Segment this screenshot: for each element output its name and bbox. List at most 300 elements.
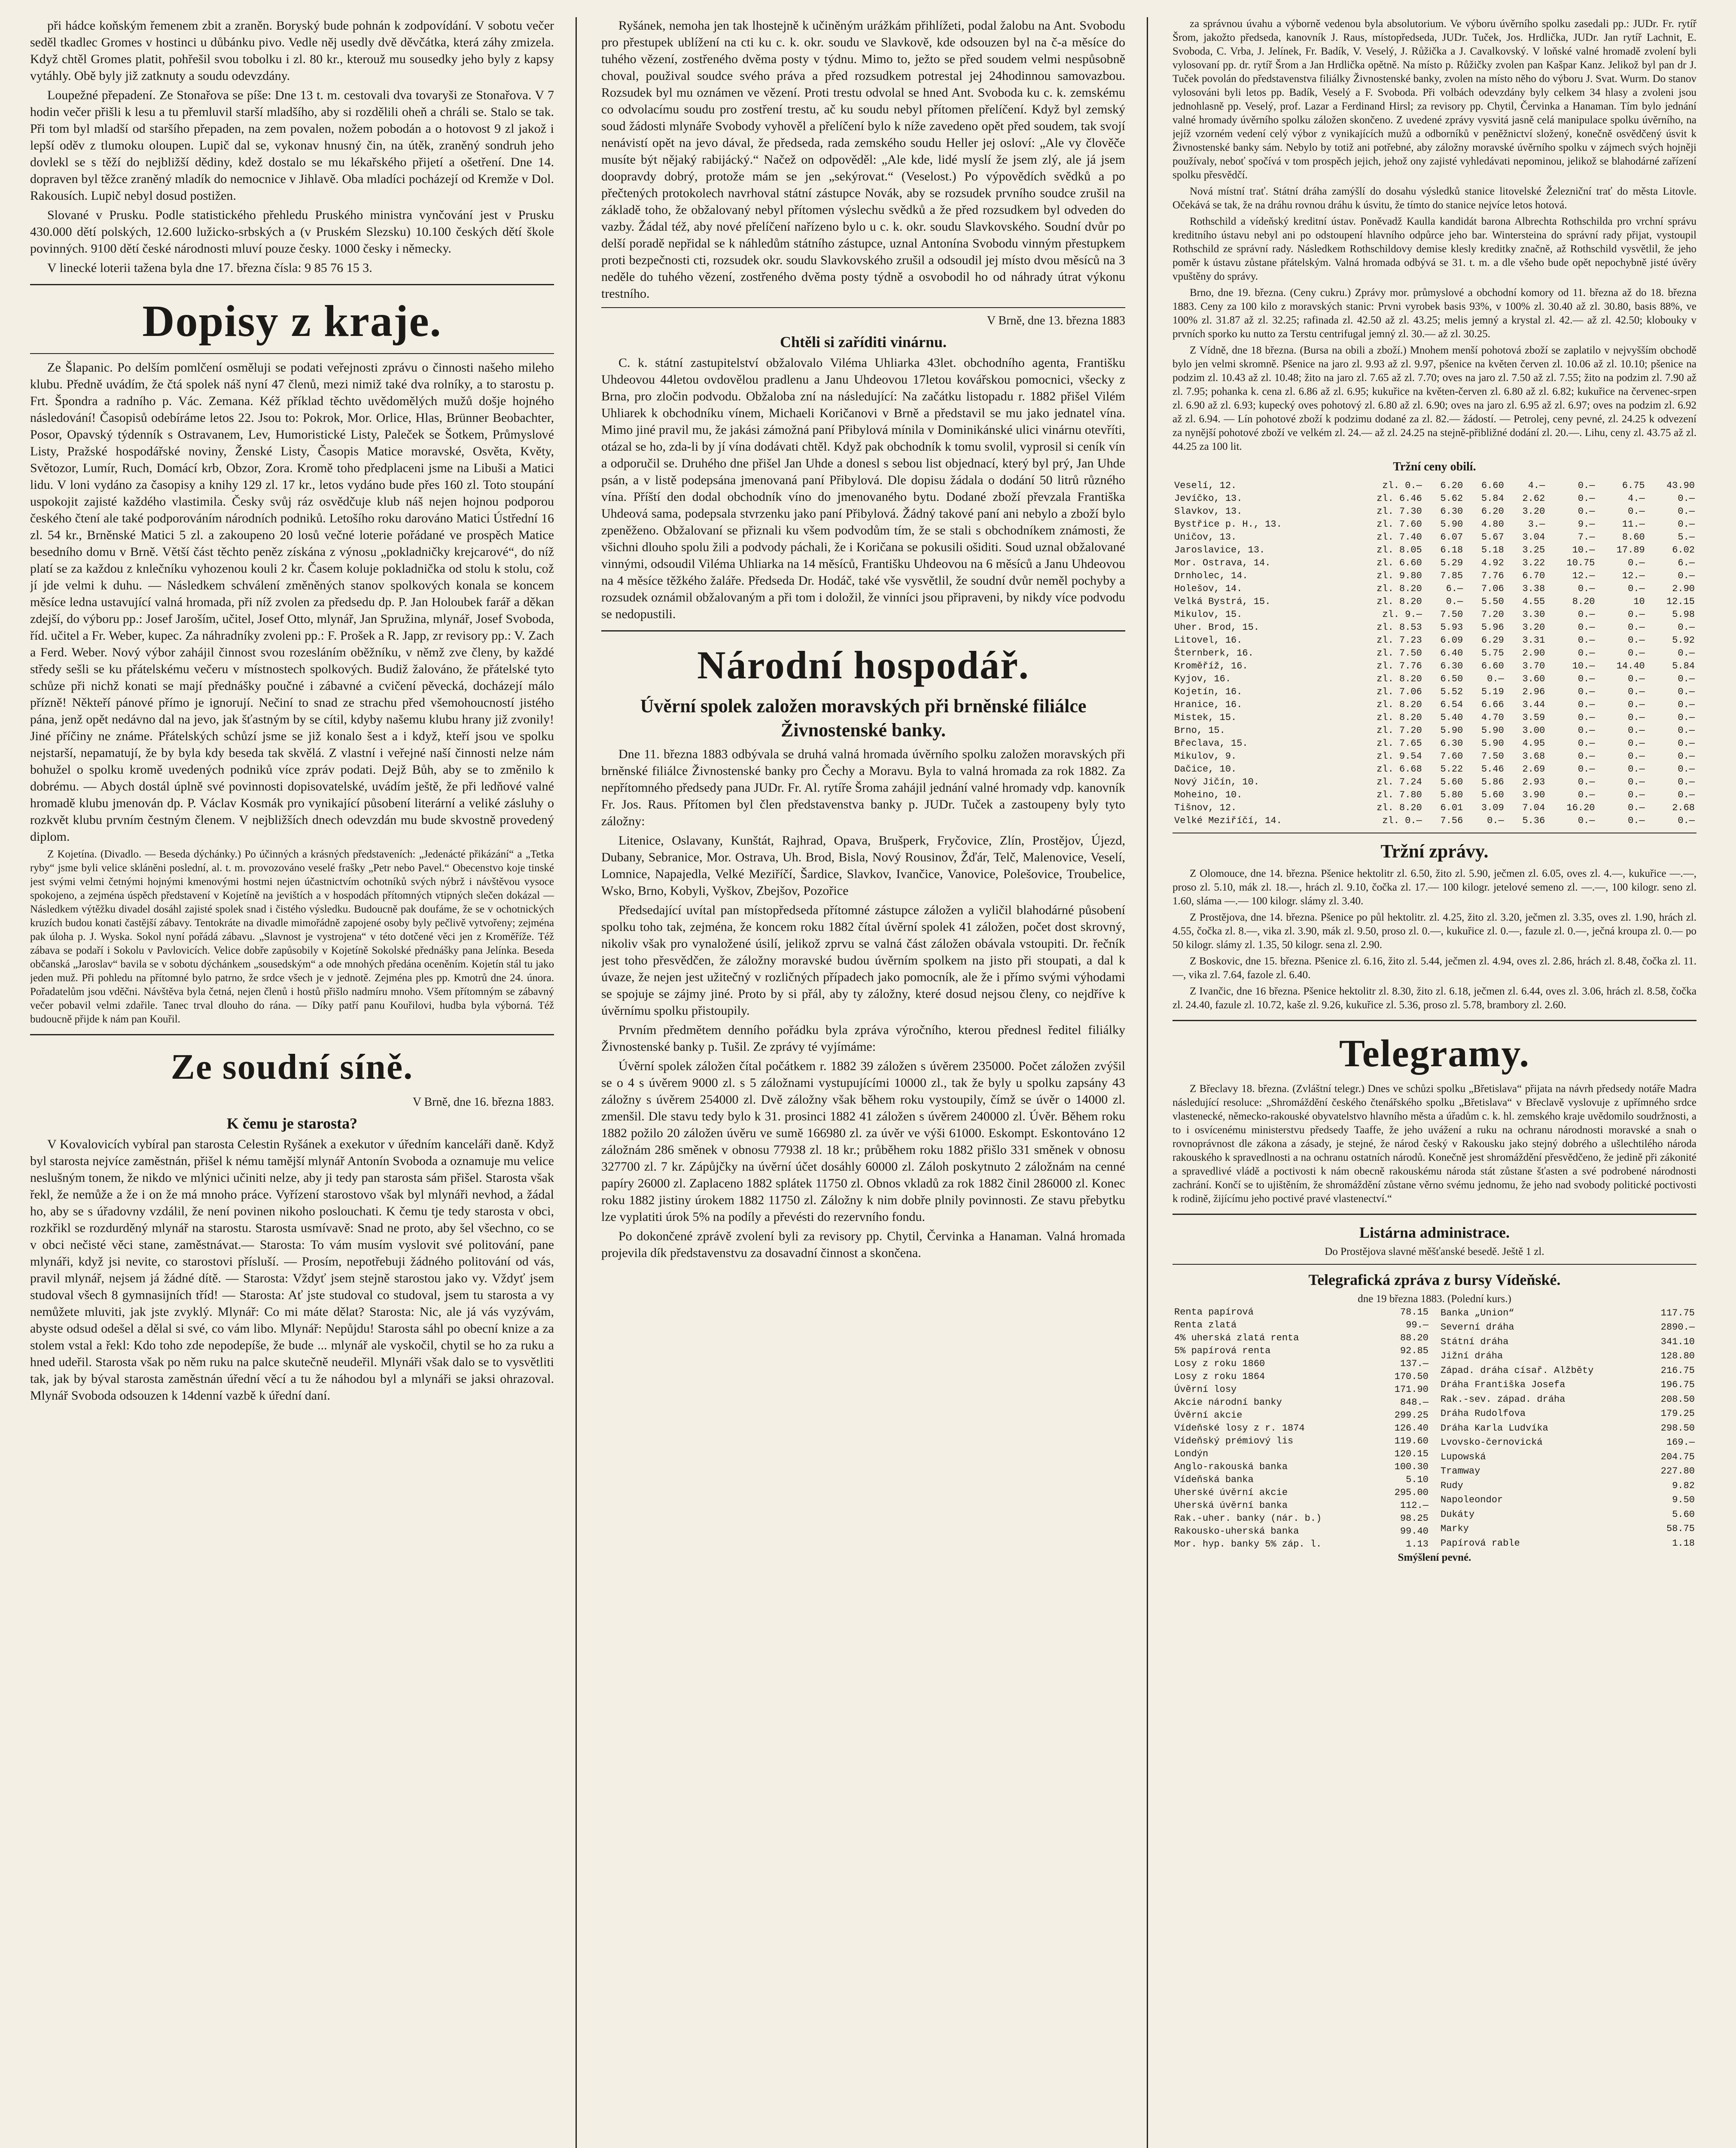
table-cell: 5.10 xyxy=(1406,1474,1428,1485)
table-cell: 171.90 xyxy=(1394,1384,1428,1395)
table-cell: Dráha Rudolfova xyxy=(1441,1408,1526,1419)
market-row xyxy=(1173,583,1696,595)
table-cell: Napoleondor xyxy=(1441,1495,1503,1506)
table-cell: Dráha Františka Josefa xyxy=(1441,1379,1565,1391)
bursa-row xyxy=(1173,1409,1430,1422)
bursa-row xyxy=(1173,1422,1430,1435)
market-row xyxy=(1173,492,1696,505)
table-cell: Velká Bystrá, 15. xyxy=(1174,596,1271,607)
table-cell: zl. 7.60 xyxy=(1377,519,1422,530)
table-cell: 2.69 xyxy=(1522,764,1545,775)
table-cell: 6.60 xyxy=(1481,480,1504,491)
table-cell: 6.— xyxy=(1678,558,1695,568)
table-cell: 3.20 xyxy=(1522,506,1545,517)
bursa-row xyxy=(1173,1538,1430,1551)
table-cell: Uherské úvěrní akcie xyxy=(1174,1487,1288,1498)
table-cell: 2.93 xyxy=(1522,777,1545,787)
table-cell: 3.09 xyxy=(1481,802,1504,813)
bursa-row xyxy=(1439,1536,1696,1551)
dateline: V Brně, dne 13. března 1883 xyxy=(987,314,1125,327)
market-row xyxy=(1173,634,1696,647)
table-cell: zl. 0.— xyxy=(1382,815,1422,826)
table-cell: 0.— xyxy=(1487,674,1504,684)
table-cell: 5.98 xyxy=(1672,609,1695,620)
market-row xyxy=(1173,595,1696,608)
table-cell: 17.89 xyxy=(1616,545,1645,555)
table-cell: Renta zlatá xyxy=(1174,1320,1237,1330)
table-cell: 3.70 xyxy=(1522,661,1545,671)
table-cell: 0.— xyxy=(1678,519,1695,530)
table-cell: 3.68 xyxy=(1522,751,1545,762)
table-cell: 0.— xyxy=(1578,815,1595,826)
table-cell: 4.— xyxy=(1628,493,1645,504)
table-cell: 3.04 xyxy=(1522,532,1545,543)
news-paragraph: Litenice, Oslavany, Kunštát, Rajhrad, Opava, Brušperk, Fryčovice, Zlín, Prostějov, Újezd, Dubany, Sebranice, Mor. Ostrava, Uh. Brod, Bisla, Nový Rousinov, Žďár, Telč, Malenovice, Veselí, Lomnice, Napajedla, Velké Meziříčí, Šardice, Slavkov, Ivančice, Vanovice, Polešovice, Troubelice, Wsko, Brno, Kobyli, Vyškov, Zbejšov, Pozořice xyxy=(601,833,1125,898)
table-cell: 78.15 xyxy=(1400,1307,1428,1318)
bursa-row xyxy=(1439,1306,1696,1321)
table-cell: 298.50 xyxy=(1660,1422,1695,1434)
table-cell: Lvovsko-černovická xyxy=(1441,1437,1543,1448)
table-cell: 14.40 xyxy=(1616,661,1645,671)
table-cell: Uherská úvěrní banka xyxy=(1174,1500,1288,1511)
table-cell: 58.75 xyxy=(1666,1523,1695,1535)
table-cell: 5.60 xyxy=(1481,790,1504,800)
table-cell: 4.80 xyxy=(1481,519,1504,530)
table-cell: 7.04 xyxy=(1522,802,1545,813)
table-cell: 5.84 xyxy=(1672,661,1695,671)
table-cell: 5.90 xyxy=(1440,725,1463,736)
article-heading: Chtěli si zaříditi vinárnu. xyxy=(780,333,947,351)
table-cell: 0.— xyxy=(1628,699,1645,710)
table-cell: zl. 9.54 xyxy=(1377,751,1422,762)
market-row xyxy=(1173,621,1696,634)
table-cell: 5.93 xyxy=(1440,622,1463,633)
bursa-row xyxy=(1173,1435,1430,1448)
table-cell: Severní dráha xyxy=(1441,1322,1514,1333)
table-cell: 117.75 xyxy=(1660,1307,1695,1318)
table-cell: 0.— xyxy=(1628,790,1645,800)
table-cell: 3.22 xyxy=(1522,558,1545,568)
table-cell: Holešov, 14. xyxy=(1174,583,1243,594)
table-cell: 120.15 xyxy=(1394,1449,1428,1459)
table-cell: 0.— xyxy=(1628,764,1645,775)
table-cell: Mikulov, 9. xyxy=(1174,751,1237,762)
bursa-row xyxy=(1439,1479,1696,1493)
market-row xyxy=(1173,647,1696,660)
market-row xyxy=(1173,699,1696,711)
table-cell: 5.84 xyxy=(1481,493,1504,504)
section-divider xyxy=(30,353,554,354)
table-cell: Vídeňská banka xyxy=(1174,1474,1254,1485)
table-cell: Akcie národní banky xyxy=(1174,1397,1282,1408)
table-cell: 6.20 xyxy=(1440,480,1463,491)
news-paragraph: Z Olomouce, dne 14. března. Pšenice hektolitr zl. 6.50, žito zl. 5.90, ječmen zl. 6.05, oves zl. 4.—, kukuřice —.—, proso zl. 5.10, mák zl. 18.—, hrách zl. 9.10, čočka zl. 17.— 100 kilogr. jetelové semeno zl. —.—, 100 kilogr. seno zl. 1.60, sláma —.— 100 kilogr. slámy zl. 3.40. xyxy=(1173,868,1696,907)
bursa-row xyxy=(1439,1378,1696,1393)
bursa-row xyxy=(1173,1319,1430,1332)
table-cell: Mikulov, 15. xyxy=(1174,609,1243,620)
table-cell: 99.40 xyxy=(1400,1526,1428,1537)
table-cell: Renta papírová xyxy=(1174,1307,1254,1318)
bursa-row xyxy=(1173,1358,1430,1370)
bursa-row xyxy=(1439,1507,1696,1522)
table-cell: 0.— xyxy=(1678,687,1695,697)
table-cell: 5.67 xyxy=(1481,532,1504,543)
table-cell: 0.— xyxy=(1487,815,1504,826)
table-cell: 1.13 xyxy=(1406,1539,1428,1550)
bursa-row xyxy=(1439,1522,1696,1537)
section-heading-listarna: Listárna administrace. xyxy=(1359,1224,1510,1241)
table-cell: 0.— xyxy=(1678,790,1695,800)
table-cell: 92.85 xyxy=(1400,1346,1428,1356)
table-cell: 0.— xyxy=(1678,738,1695,749)
section-heading-bursa: Telegrafická zpráva z bursy Vídeňské. xyxy=(1308,1271,1561,1288)
table-cell: Tramway xyxy=(1441,1466,1480,1477)
table-cell: 4.55 xyxy=(1522,596,1545,607)
table-cell: 12.— xyxy=(1622,571,1645,581)
bursa-row xyxy=(1173,1332,1430,1345)
market-row xyxy=(1173,763,1696,776)
table-cell: 0.— xyxy=(1578,764,1595,775)
table-cell: 0.— xyxy=(1678,648,1695,659)
table-cell: 5.46 xyxy=(1481,764,1504,775)
table-cell: 5.75 xyxy=(1481,648,1504,659)
table-cell: 6.18 xyxy=(1440,545,1463,555)
bursa-row xyxy=(1173,1474,1430,1486)
market-row xyxy=(1173,802,1696,815)
bursa-table-left xyxy=(1173,1306,1430,1551)
table-cell: Slavkov, 13. xyxy=(1174,506,1243,517)
table-cell: 7.85 xyxy=(1440,571,1463,581)
table-cell: 5.60 xyxy=(1672,1509,1695,1520)
table-cell: Úvěrní losy xyxy=(1174,1384,1237,1395)
table-cell: 5.36 xyxy=(1522,815,1545,826)
table-cell: 4.70 xyxy=(1481,712,1504,723)
table-cell: 0.— xyxy=(1578,583,1595,594)
table-cell: zl. 8.20 xyxy=(1377,802,1422,813)
table-cell: zl. 7.23 xyxy=(1377,635,1422,646)
section-divider xyxy=(601,630,1125,632)
table-cell: 0.— xyxy=(1678,674,1695,684)
table-cell: 43.90 xyxy=(1666,480,1695,491)
bursa-row xyxy=(1439,1407,1696,1422)
news-paragraph: V Kovalovicích vybíral pan starosta Celestin Ryšánek a exekutor v úředním kanceláři daně. Když byl starosta nejvíce zaměstnán, přišel k nému tamější mlynář Antonín Svoboda a oznamuje mu velice neslušným tonem, že nikdo ve mlýnici učiniti nelze, aby ji tedy pan starosta sám přišel. Starosta však řekl, že nemůže a že i on že má mnoho práce. Vyřízení starostovo však byl mlynáři nevhod, a žádal ho, aby se s úřadovny vzdálil, že není povinen nikoho poslouchati. K čemu tje tedy starosta v obci, rozkřikl se rozdurděný mlynář na starostu. Starosta usmívavě: Snad ne proto, aby šel všechno, co se v obci nečisté věci stane, zaměstnávat.— Starosta: To vám musím vyslovit své politování, pane mlynáři, když jsi nevite, co starostovi přísluší. — Prosím, nepotřebuji žádného politování od vás, pravil mlynář, nejsem já žádné dítě. — Starosta: Vždyť jsem stejně starostou jako vy. Vždyť jsem studoval všech 8 gymnasijních tříd! — Starosta: Ať jste studoval co studoval, jsem tu starosta a vy nemůžete mluviti, jak jste zvyklý. Mlynář: Co mi máte dělat? Starosta: Nic, ale já vás vyzývám, abyste odsud odešel a dělal si své, co vám libo. Mlynář: Nepůjdu! Starosta sáhl po obecní knize a za stolem vstal a řekl: Kdo toho zde nepodepíše, že bude ... mlynář ale vyskočil, chytil se ho za ruku a hned udeřil. Starosta však po něm ruku na palce skutečně neudeřil. Mlynáři však dalo se to vysvětliti tak, jak by býval starosta zaměstnán úřední věcí a tu že náhodou byl a mlynáři se jaksi ohrazoval. Mlynář Svoboda odsouzen k 14denní vazbě k úřední daní. xyxy=(30,1137,554,1403)
dateline: V Brně, dne 16. března 1883. xyxy=(412,1095,554,1109)
table-cell: zl. 8.20 xyxy=(1377,712,1422,723)
news-paragraph: Z Ivančic, dne 16 března. Pšenice hektolitr zl. 8.30, žito zl. 6.18, ječmen zl. 6.44, oves zl. 3.06, hrách zl. 8.58, čočka zl. 24.40, fazule zl. 10.72, kaše zl. 9.26, kukuřice zl. 5.36, proso zl. 5.78, brambory zl. 2.60. xyxy=(1173,986,1696,1011)
market-row xyxy=(1173,737,1696,750)
table-cell: 4.— xyxy=(1528,480,1545,491)
table-cell: 10.75 xyxy=(1566,558,1595,568)
table-cell: zl. 8.20 xyxy=(1377,699,1422,710)
table-cell: 7.56 xyxy=(1440,815,1463,826)
table-cell: 9.82 xyxy=(1672,1480,1695,1491)
table-cell: Marky xyxy=(1441,1523,1469,1535)
table-cell: Uher. Brod, 15. xyxy=(1174,622,1260,633)
bursa-row xyxy=(1439,1436,1696,1450)
table-cell: 6.66 xyxy=(1481,699,1504,710)
table-cell: Břeclava, 15. xyxy=(1174,738,1248,749)
table-cell: 2.90 xyxy=(1672,583,1695,594)
market-row xyxy=(1173,776,1696,789)
table-cell: 3.59 xyxy=(1522,712,1545,723)
table-cell: 0.— xyxy=(1678,764,1695,775)
table-cell: 0.— xyxy=(1628,712,1645,723)
table-cell: Papírová rable xyxy=(1441,1538,1520,1549)
market-row xyxy=(1173,608,1696,621)
market-row xyxy=(1173,505,1696,518)
bursa-row xyxy=(1173,1345,1430,1358)
news-paragraph: C. k. státní zastupitelství obžalovalo Viléma Uhliarka 43let. obchodního agenta, Františku Uhdeovou 44letou ovdovělou pradlenu a Janu Uhdeovou 17letou kovářskou pomocnici, všecky z Brna, pro zločin podvodu. Obžaloba zní na následující: Na začátku listopadu r. 1882 přišel Vilém Uhliarek k obchodníku vínem, Michaeli Koričanovi v Brně a představil se mu jako jednatel vína. Mimo jiné pravil mu, že jakási zámožná paní Přibylová mínila v Dominikánské ulici vinárnu otevříti, otázal se ho, zda-li by jí vína dodávati chtěl. Když pak obchodník k tomu svolil, vyprosil si ceník vín a odporučil se. Druhého dne přišel Jan Uhde a donesl s sebou list objednací, který byl prý, Jan Uhde psán, a v listě podepsána jmenovaná paní Přibylová. Dle dopisu žádala o dodání 50 litrů různého vína. Příští den dodal obchodník víno do jmenovaného bytu. Dodané zboží převzala Františka Uhdeová sama, podepsala stvrzenku jako paní Přibylová. Žádný takové paní ani nebylo a zboží bylo zpeněženo. Obžalovaní se přiznali ku všem podvodům tím, že se stali s obchodníkem známosti, že všichni dlouho spolu žili a podvody páchali, že i Koričana se pokusili ošiditi. Soud uznal obžalované vinnými, odsoudil Viléma Uhliarka na 14 měsíců, Františku Uhdeovou na 6 měsíců a Janu Uhdeovou na 4 měsíce těžkého žaláře. Předseda Dr. Hodáč, také vše vysvětlil, že soudní dvůr neměl pochyby a rozsudek oznámil obžalovaným a při tom i doložil, že vinníci jsou připraveni, by nikdy více podvodu se nedopustili. xyxy=(601,356,1125,621)
table-cell: Mor. Ostrava, 14. xyxy=(1174,558,1271,568)
section-heading-hospodar: Národní hospodář. xyxy=(697,643,1029,687)
table-cell: zl. 7.20 xyxy=(1377,725,1422,736)
table-cell: 7.06 xyxy=(1481,583,1504,594)
table-cell: 4.92 xyxy=(1481,558,1504,568)
table-cell: Kojetín, 16. xyxy=(1174,687,1243,697)
table-cell: 6.01 xyxy=(1440,802,1463,813)
table-cell: 3.60 xyxy=(1522,674,1545,684)
table-cell: Londýn xyxy=(1174,1449,1209,1459)
table-cell: 119.60 xyxy=(1394,1436,1428,1446)
table-cell: 9.— xyxy=(1578,519,1595,530)
table-cell: 7.60 xyxy=(1440,751,1463,762)
bursa-row xyxy=(1439,1392,1696,1407)
table-cell: 7.76 xyxy=(1481,571,1504,581)
news-paragraph: Úvěrní spolek záložen čítal počátkem r. 1882 39 záložen s úvěrem 235000. Počet záložen zvýšil se o 4 s úvěrem 9000 zl. s 5 záložnami vystupujícími 10000 zl., tak že byly u spolku zapsány 43 záložny s úvěrem 254000 zl. Dvě záložny však během roku vystoupily, čímž se úvěr o 14000 zl. zmenšil. Dle stavu tedy bylo k 31. prosinci 1882 41 záložen s úvěrem 240000 zl. Úvěr. Během roku 1882 požilo 20 záložen úvěru ve sumě 166980 zl. za úvěr ve výši 61000. Eskompt. Eskontováno 12 záložnám 286 směnek v obnosu 77938 zl. 18 kr.; průběhem roku 1882 přišlo 331 směnek v obnosu 327700 zl. 7 kr. Zápůjčky na úvěrní účet dosáhly 60000 zl. Záloh poskytnuto 2 záložnám na cenné papíry 26000 zl. Zaplaceno 1882 splátek 11750 zl. Obnos vkladů za rok 1882 činil 286000 zl. Konec roku 1882 jistiny úrokem 1882 11750 zl. Záložny k nim dobře plnily povinnosti. Ze stavu přebytku lze vyplatiti úrok 5% na podíly a převésti do rezervního fondu. xyxy=(601,1059,1125,1224)
market-row xyxy=(1173,686,1696,699)
table-cell: 12.— xyxy=(1572,571,1595,581)
news-paragraph: Prvním předmětem denního pořádku byla zpráva výročního, kterou přednesl ředitel filiálky Živnostenské banky p. Tušil. Ze zprávy té vyjímáme: xyxy=(601,1023,1125,1054)
table-cell: 7.— xyxy=(1578,532,1595,543)
table-cell: 7.20 xyxy=(1481,609,1504,620)
table-cell: 3.20 xyxy=(1522,622,1545,633)
news-paragraph: Slované v Prusku. Podle statistického přehledu Pruského ministra vynčování jest v Prusku 430.000 dětí polských, 12.600 lužicko-srbských a (v Pruském Slezsku) 10.100 českých dětí škole povinných. 9100 dětí české národnosti mluví pouze česky. 1000 česky i německy. xyxy=(30,208,554,256)
table-cell: 204.75 xyxy=(1660,1451,1695,1462)
table-cell: zl. 9.— xyxy=(1382,609,1422,620)
table-cell: 0.— xyxy=(1578,751,1595,762)
table-cell: Nový Jičín, 10. xyxy=(1174,777,1260,787)
table-cell: Kyjov, 16. xyxy=(1174,674,1231,684)
table-cell: 126.40 xyxy=(1394,1423,1428,1434)
table-cell: 0.— xyxy=(1446,596,1463,607)
table-cell: 0.— xyxy=(1578,725,1595,736)
news-paragraph: Z Boskovic, dne 15. března. Pšenice zl. 6.16, žito zl. 5.44, ječmen zl. 4.94, oves zl. 2.86, hrách zl. 8.48, čočka zl. 11.—, vika zl. 7.64, fazole zl. 6.40. xyxy=(1173,955,1696,981)
table-cell: 0.— xyxy=(1578,635,1595,646)
table-cell: Banka „Union“ xyxy=(1441,1307,1514,1318)
table-cell: 5.50 xyxy=(1481,596,1504,607)
table-cell: 299.25 xyxy=(1394,1410,1428,1421)
table-cell: 0.— xyxy=(1678,699,1695,710)
table-cell: zl. 7.24 xyxy=(1377,777,1422,787)
table-cell: 0.— xyxy=(1578,699,1595,710)
table-cell: 2.96 xyxy=(1522,687,1545,697)
table-cell: 0.— xyxy=(1578,648,1595,659)
bursa-row xyxy=(1173,1448,1430,1461)
table-cell: Jaroslavice, 13. xyxy=(1174,545,1265,555)
bursa-row xyxy=(1173,1370,1430,1383)
table-cell: zl. 7.76 xyxy=(1377,661,1422,671)
table-cell: 137.— xyxy=(1400,1358,1428,1369)
table-cell: 0.— xyxy=(1678,777,1695,787)
table-cell: 5% papírová renta xyxy=(1174,1346,1271,1356)
table-cell: zl. 7.50 xyxy=(1377,648,1422,659)
table-cell: 0.— xyxy=(1628,558,1645,568)
table-cell: Šternberk, 16. xyxy=(1174,648,1254,659)
column-rule xyxy=(1147,17,1148,2148)
table-cell: 11.— xyxy=(1622,519,1645,530)
table-cell: 5.22 xyxy=(1440,764,1463,775)
table-cell: 112.— xyxy=(1400,1500,1428,1511)
table-cell: 6.20 xyxy=(1481,506,1504,517)
table-cell: 216.75 xyxy=(1660,1365,1695,1376)
table-cell: Rakousko-uherská banka xyxy=(1174,1526,1299,1537)
table-cell: zl. 7.65 xyxy=(1377,738,1422,749)
table-cell: 0.— xyxy=(1578,712,1595,723)
market-row xyxy=(1173,673,1696,686)
table-cell: 8.20 xyxy=(1572,596,1595,607)
bursa-row xyxy=(1173,1461,1430,1474)
column-left xyxy=(30,17,554,2148)
table-cell: 6.07 xyxy=(1440,532,1463,543)
news-paragraph: Nová místní trať. Státní dráha zamýšlí do dosahu výsledků stanice litovelské Železniční trať do města Litovle. Očekává se tak, že na dráhu rovnou dráhu k úsvitu, že tímto do stanice nejvíce letos hotová. xyxy=(1173,186,1696,211)
table-cell: 0.— xyxy=(1628,738,1645,749)
table-cell: 5.60 xyxy=(1440,777,1463,787)
table-cell: zl. 8.53 xyxy=(1377,622,1422,633)
section-heading-telegramy: Telegramy. xyxy=(1339,1032,1530,1075)
article-heading: K čemu je starosta? xyxy=(226,1115,358,1132)
market-row xyxy=(1173,531,1696,544)
table-cell: 0.— xyxy=(1578,738,1595,749)
table-cell: Jevíčko, 13. xyxy=(1174,493,1243,504)
market-price-table xyxy=(1173,479,1696,827)
table-cell: 0.— xyxy=(1628,751,1645,762)
table-cell: 0.— xyxy=(1628,583,1645,594)
news-paragraph: Z Prostějova, dne 14. března. Pšenice po půl hektolitr. zl. 4.25, žito zl. 3.20, ječmen zl. 3.35, oves zl. 1.90, hrách zl. 4.55, čočka zl. 8.—, vika zl. 3.90, mák zl. 9.50, proso zl. 0.—, kukuřice zl. 0.—, fazule zl. 0.—, ječná kroupa zl. 0.— po 50 kilogr. slámy zl. 1.35, 50 kilogr. sena zl. 2.90. xyxy=(1173,912,1696,951)
table-cell: 6.29 xyxy=(1481,635,1504,646)
table-cell: 6.75 xyxy=(1622,480,1645,491)
table-cell: 0.— xyxy=(1578,674,1595,684)
table-cell: 5.29 xyxy=(1440,558,1463,568)
market-row xyxy=(1173,815,1696,827)
bursa-row xyxy=(1173,1512,1430,1525)
table-cell: 0.— xyxy=(1678,815,1695,826)
table-cell: zl. 6.46 xyxy=(1377,493,1422,504)
table-cell: Úvěrní akcie xyxy=(1174,1410,1243,1421)
market-row xyxy=(1173,789,1696,802)
section-divider xyxy=(30,284,554,285)
table-cell: 10.— xyxy=(1572,661,1595,671)
table-cell: 6.— xyxy=(1446,583,1463,594)
bursa-row xyxy=(1439,1493,1696,1508)
table-cell: 0.— xyxy=(1678,712,1695,723)
section-heading-dopisy: Dopisy z kraje. xyxy=(142,296,442,346)
table-cell: 12.15 xyxy=(1666,596,1695,607)
news-paragraph: Předsedající uvítal pan místopředseda přítomné zástupce záložen a vyličil blahodárné působení spolku toho tak, zejména, že koncem roku 1882 čítal úvěrní spolek 41 záložen, počet dost skrovný, nikoliv však pro vynaložené úsilí, jelikož zprvu se valná část záložen obávala vstoupiti. Dr. řečník jest toho přesvědčen, že záložny moravské budou úvěrním spolkem na jisto při stoupati, a dal k úvaze, že nejen jest užitečný v rozličných případech jako pomocník, ale že i přímo svými výhodami se spojuje se zájmy jiné. Proto by si přál, aby ty záložny, které dosud nejsou členy, co nejdříve k úvěrnímu spolku přistoupily. xyxy=(601,903,1125,1018)
table-cell: Brno, 15. xyxy=(1174,725,1225,736)
table-cell: 0.— xyxy=(1628,609,1645,620)
table-cell: 7.50 xyxy=(1440,609,1463,620)
table-cell: 6.54 xyxy=(1440,699,1463,710)
table-cell: 5.18 xyxy=(1481,545,1504,555)
table-cell: Tišnov, 12. xyxy=(1174,802,1237,813)
bursa-row xyxy=(1173,1383,1430,1396)
market-row xyxy=(1173,711,1696,724)
market-row xyxy=(1173,479,1696,492)
table-cell: 5.90 xyxy=(1440,519,1463,530)
table-cell: Dačice, 10. xyxy=(1174,764,1237,775)
bursa-row xyxy=(1173,1486,1430,1499)
table-cell: 848.— xyxy=(1400,1397,1428,1408)
table-cell: 6.70 xyxy=(1522,571,1545,581)
news-paragraph: za správnou úvahu a výborně vedenou byla absolutorium. Ve výboru úvěrního spolku zasedali pp.: JUDr. Fr. rytíř Šrom, jakožto předseda, kanovník J. Raus, místopředseda, JUDr. Tuček, Jos. Hrdlička, JUDr. Jan rytíř Lachnit, E. Svoboda, C. Vrba, J. Jelínek, Fr. Badík, V. Veselý, J. Růžička a J. Cavalkovský. V loňské valné hromadě zvolení byli vylosovaní pp. dr. rytíř Šrom a Jan Hrdlička opětně. Na místo p. Růžičky zvolen pan Kašpar Kanz. Jelikož byl pan dr J. Tuček povolán do představenstva filiálky Živnostenské banky, zvolen na místo něho do výboru J. Svat. Wurm. Do stanov vylosováni byli letos pp. Badík, Veselý a F. Svoboda. Při volbách odevzdány byly celkem 34 hlasy a zvoleni jsou jednohlasně pp. Veselý, prof. Lazar a Ferdinand Hirsl; za revisory pp. Chytil, Červinka a Hanaman. Tím bylo jednání valné hromady úvěrního spolku záložen skončeno. Z uvedené zprávy vysvitá jasně celá manipulace spolku úvěrního, na jejíž vzorném vedení celý výbor z vynikajících mužů a odborníků v peněžnictví složený, konečně osvědčený úsvit k Živnostenské banky sám. Nebylo by totiž ani potřebné, aby záložny moravské úvěrního spolku v zájmech svých hojněji používaly, neboť spočívá v tom prospěch jejich, jehož ony zajisté vyhledávati nepominou, jelikož se blahodárné zařízení spolku přesvědčí. xyxy=(1173,18,1696,181)
table-cell: 128.80 xyxy=(1660,1351,1695,1362)
table-cell: 6.30 xyxy=(1440,738,1463,749)
table-cell: 0.— xyxy=(1678,725,1695,736)
listarna-text: Do Prostějova slavné měšťanské besedě. Ještě 1 zl. xyxy=(1325,1246,1544,1257)
news-paragraph: Rothschild a vídeňský kreditní ústav. Poněvadž Kaulla kandidát barona Albrechta Rothschilda pro vrchní správu kreditního ústavu nebyl ani po odstoupení hlavního odpůrce jeho bar. Wintersteina do správní rady přijat, vystoupil Rothschild ze správní rady. Následkem Rothschildovy demise klesly kreditky značně, až Rothschild vysvětlil, že jeho poměr k ústavu zůstane přátelským. Valná hromada odbývá se 31. t. m. a dle všeho bude opět nepochybně jisté úvěry vpuštěny do správy. xyxy=(1173,216,1696,282)
table-cell: Rak.-sev. západ. dráha xyxy=(1441,1394,1565,1405)
news-paragraph: při hádce koňským řemenem zbit a zraněn. Boryský bude pohnán k zodpovídání. V sobotu večer seděl tkadlec Gromes v hostinci u důbánku pivo. Vedle něj usedly dvě děvčátka, která záhy zmizela. Když chtěl Gromes platit, pohřešil svou tobolku i zl. 80 kr., kterouž mu sousedky jeho byly z kapsy vytáhly. Obě byly již zatknuty a soudu odevzdány. xyxy=(30,18,554,83)
news-paragraph: Z Vídně, dne 18 března. (Bursa na obili a zboží.) Mnohem menší pohotová zboží se zaplatilo v nejvyšším obchodě bylo jen velmi skromně. Pšenice na jaro zl. 9.93 až zl. 9.97, pšenice na květen červen zl. 10.06 až zl. 10.10; pšenice na podzim zl. 10.43 až zl. 10.48; žito na jaro zl. 7.65 až zl. 7.70; oves na jaro zl. 7.50 až zl. 7.55; žito na podzim zl. 7.90 až zl. 7.95; pohanka k. cena zl. 6.86 až zl. 6.95; kukuřice na květen-červen zl. 6.80 až zl. 6.82; kukuřice na červenec-srpen zl. 6.90 až zl. 6.93; kupecký oves pohotový zl. 6.80 až zl. 6.90; oves na jaro zl. 6.95 až zl. 6.97; oves na podzim zl. 6.92 až zl. 6.94. — Lín pohotové zboží k podzimu dodané za zl. 82.— žádostí. — Petrolej, ceny pevné, zl. 24.25 k odvezení za nynější pohotové zboží ve velkém zl. 24.— až zl. 24.25 na stejně-přibližné dodání zl. 20.—. Lihu, ceny zl. 43.75 až zl. 44.25 za 100 lit. xyxy=(1173,345,1696,452)
table-cell: Losy z roku 1860 xyxy=(1174,1358,1265,1369)
table-cell: 16.20 xyxy=(1566,802,1595,813)
table-cell: zl. 0.— xyxy=(1382,480,1422,491)
table-cell: 98.25 xyxy=(1400,1513,1428,1524)
table-cell: Státní dráha xyxy=(1441,1336,1509,1347)
table-cell: 0.— xyxy=(1628,635,1645,646)
table-cell: Uničov, 13. xyxy=(1174,532,1237,543)
section-divider xyxy=(1173,1020,1696,1021)
table-cell: 0.— xyxy=(1578,622,1595,633)
table-cell: 2.62 xyxy=(1522,493,1545,504)
table-cell: 227.80 xyxy=(1660,1466,1695,1477)
table-cell: 5.80 xyxy=(1440,790,1463,800)
table-cell: 5.— xyxy=(1678,532,1695,543)
table-cell: 6.09 xyxy=(1440,635,1463,646)
bursa-row xyxy=(1439,1321,1696,1335)
table-cell: Vídeňský prémiový lis xyxy=(1174,1436,1294,1446)
table-cell: 0.— xyxy=(1578,493,1595,504)
table-cell: 0.— xyxy=(1628,674,1645,684)
table-cell: 5.19 xyxy=(1481,687,1504,697)
table-cell: Bystřice p. H., 13. xyxy=(1174,519,1282,530)
table-cell: Veselí, 12. xyxy=(1174,480,1237,491)
table-heading: Tržní ceny obilí. xyxy=(1393,460,1476,473)
table-cell: 3.31 xyxy=(1522,635,1545,646)
table-cell: Litovel, 16. xyxy=(1174,635,1243,646)
bursa-row xyxy=(1439,1349,1696,1364)
table-cell: 4.95 xyxy=(1522,738,1545,749)
table-cell: 3.44 xyxy=(1522,699,1545,710)
table-cell: 100.30 xyxy=(1394,1461,1428,1472)
bursa-row xyxy=(1173,1525,1430,1538)
bursa-row xyxy=(1439,1335,1696,1349)
news-paragraph: Z Břeclavy 18. března. (Zvláštní telegr.) Dnes ve schůzi spolku „Břetislava“ přijata na návrh předsedy notáře Madra následující resoluce: „Shromáždění českého čtenářského spolku „Břetislava“ v Břeclavě vyslovuje z upřímného srdce vlastenecké, německo-rakouské obyvatelstvo hlavního města a úřadům c. k. hl. zemského kraje uvědomilo soudržnosti, a to i osvícenému ministerstvu předsedy Taaffe, že jeho uvážení a ruku na ochranu národnosti moravské a snah o rovnoprávnost dle zákona a zásady, je stejné, že národ český v Rakousku jako stejný dobrého a ušlechtilého národa rakouského k spravedlnosti a na ochranu ostatních národů. Konečně jest shromáždění přesvědčeno, že jedině při zákonité a spravedlivé vládě a poctivosti k nám obecně rakouskému národa stát zůstane šťasten a své podrobené národnosti zachrání. Končí se to ujištěním, že shromáždění zůstane věrno svému jednomu, že jeho nad svobody politické poctivosti k rodině, žijícímu jeho poctivé pravé vlastenectví.“ xyxy=(1173,1083,1696,1205)
table-cell: 295.00 xyxy=(1394,1487,1428,1498)
table-cell: Vídeňské losy z r. 1874 xyxy=(1174,1423,1305,1434)
table-cell: zl. 9.80 xyxy=(1377,571,1422,581)
table-cell: zl. 6.60 xyxy=(1377,558,1422,568)
news-paragraph: Loupežné přepadení. Ze Stonařova se píše: Dne 13 t. m. cestovali dva tovaryši ze Stonařova. V 7 hodin večer přišli k lesu a tu přemluvil starší mladšího, aby si rozdělili oheň a chráli se. Stalo se tak. Při tom byl mladší od staršího přepaden, na zem povalen, nožem pobodán a o hotovost 9 zl jakož i lepší oděv z tlumoku oloupen. Lupič dal se, vykonav hnusný čin, na útěk, zraněný sondruh jeho dovlekl se s těží do nejbližší dědiny, kdež dostalo se mu lékařského přijetí a ošetření. Dne 14. dopraven byl těžce zraněný mladík do nemocnice v Jihlavě. Oba mladíci pocházejí od Kremže v Dol. Rakousích. Lupič nebyl dosud postižen. xyxy=(30,88,554,203)
table-cell: 7.50 xyxy=(1481,751,1504,762)
table-cell: 0.— xyxy=(1578,506,1595,517)
table-cell: zl. 7.06 xyxy=(1377,687,1422,697)
table-cell: Lupowská xyxy=(1441,1451,1486,1462)
table-cell: Západ. dráha císař. Alžběty xyxy=(1441,1365,1594,1376)
table-cell: 6.30 xyxy=(1440,661,1463,671)
table-cell: 0.— xyxy=(1628,622,1645,633)
table-cell: 0.— xyxy=(1678,571,1695,581)
